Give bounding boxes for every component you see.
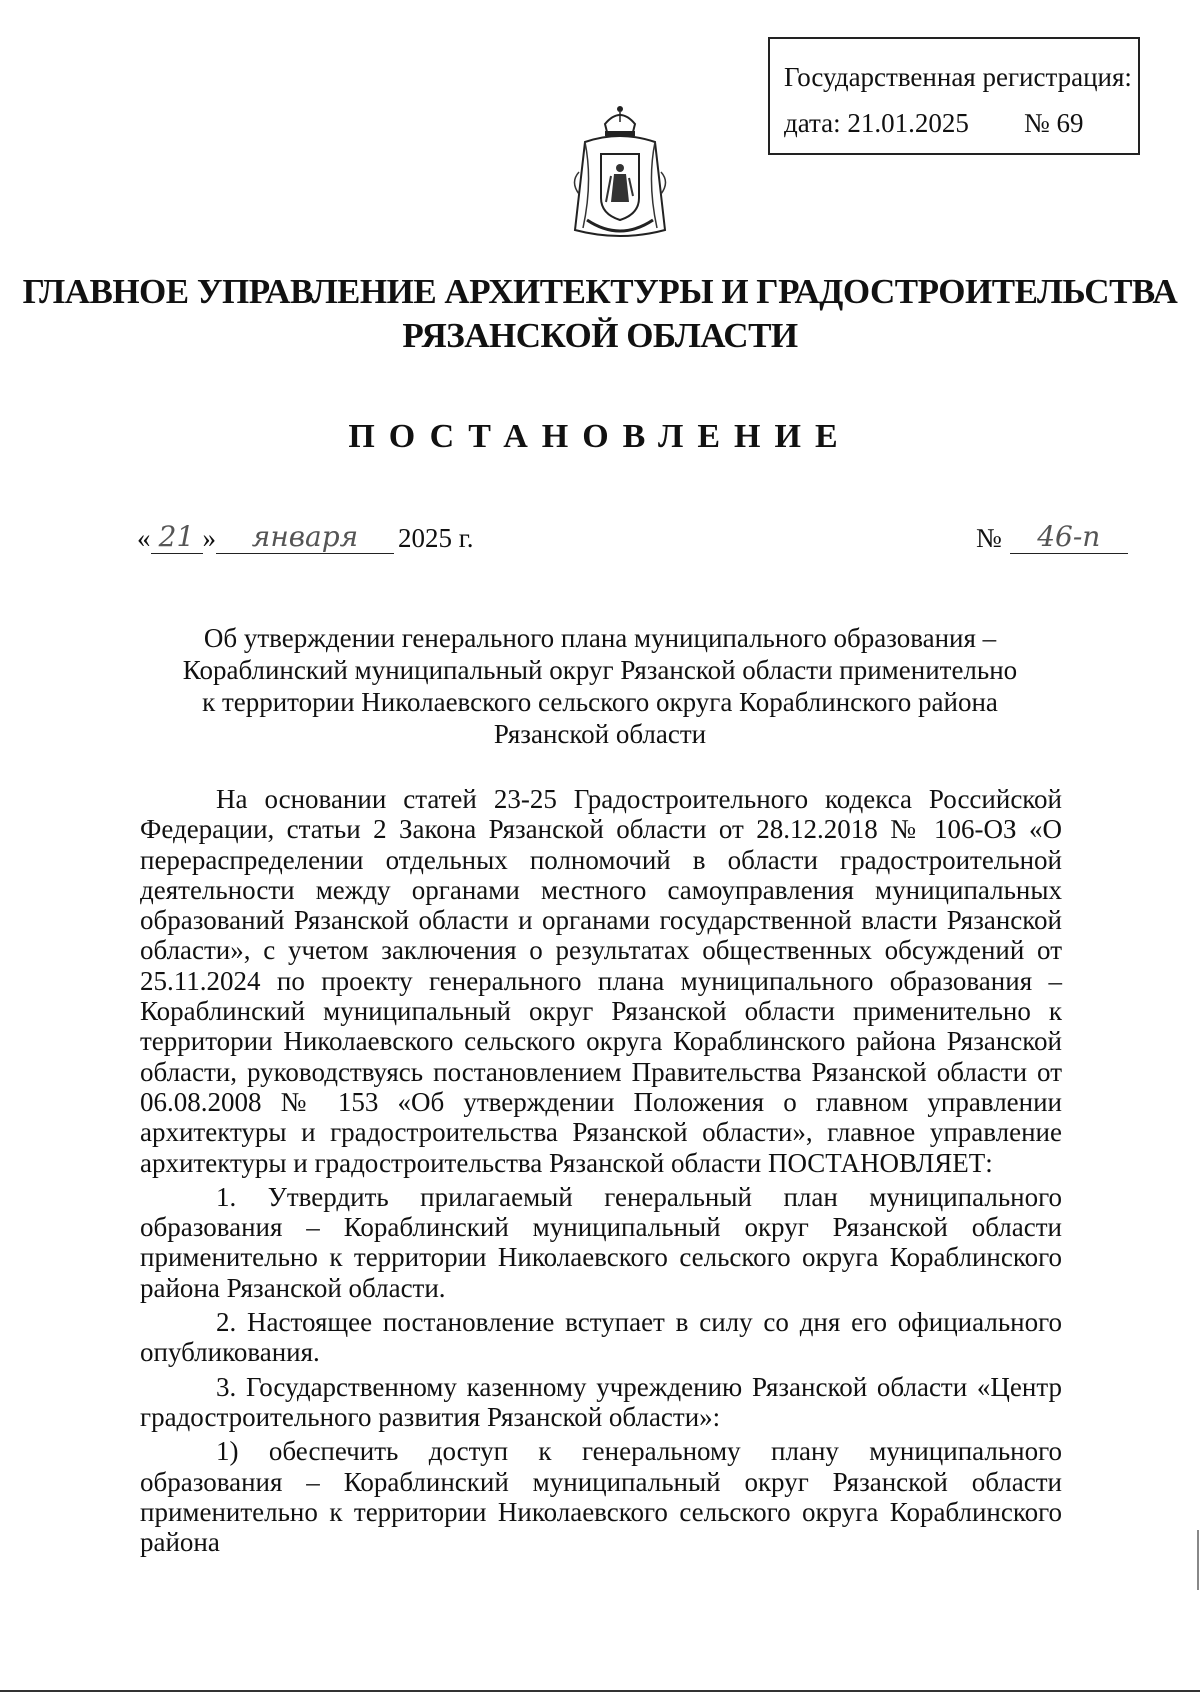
item-2-paragraph: 2. Настоящее постановление вступает в силу со дня его официального опубликования. bbox=[140, 1307, 1062, 1368]
document-type: ПОСТАНОВЛЕНИЕ bbox=[348, 418, 852, 455]
date-close-quote: » bbox=[202, 523, 216, 553]
issuing-authority bbox=[0, 270, 1200, 358]
item-3-1-paragraph: 1) обеспечить доступ к генеральному плану муниципального образования – Кораблинский муниципальный округ Рязанской области применительно к территории Николаевского сельского округа Кораблинского района bbox=[140, 1436, 1062, 1558]
subject-line-4: Рязанской области bbox=[493, 719, 707, 749]
number-handwritten: 46-п bbox=[1010, 520, 1128, 554]
subject-line-3: к территории Николаевского сельского округа Кораблинского района bbox=[202, 687, 998, 717]
document-body bbox=[140, 784, 1062, 1557]
authority-line-1: ГЛАВНОЕ УПРАВЛЕНИЕ АРХИТЕКТУРЫ И ГРАДОСТРОИТЕЛЬСТВА bbox=[22, 272, 1178, 311]
preamble-paragraph: На основании статей 23-25 Градостроительного кодекса Российской Федерации, статьи 2 Закона Рязанской области от 28.12.2018 № 106-ОЗ «О перераспределении отдельных полномочий в области градостроительной деятельности между органами местного самоуправления муниципальных образований Рязанской области и органами государственной власти Рязанской области», с учетом заключения о результатах общественных обсуждений от 25.11.2024 по проекту генерального плана муниципального образования – Кораблинский муниципальный округ Рязанской области применительно к территории Николаевского сельского округа Кораблинского района Рязанской области, руководствуясь постановлением Правительства Рязанской области от 06.08.2008 № 153 «Об утверждении Положения о главном управлении архитектуры и градостроительства Рязанской области», главное управление архитектуры и градостроительства Рязанской области ПОСТАНОВЛЯЕТ: bbox=[140, 784, 1062, 1178]
document-date bbox=[137, 520, 474, 554]
registration-stamp bbox=[768, 37, 1140, 155]
date-month-handwritten: января bbox=[216, 520, 394, 554]
item-1-paragraph: 1. Утвердить прилагаемый генеральный план муниципального образования – Кораблинский муниципальный округ Рязанской области применительно к территории Николаевского сельского округа Кораблинского района Рязанской области. bbox=[140, 1181, 1062, 1303]
document-number bbox=[976, 520, 1128, 554]
number-sign: № bbox=[976, 523, 1002, 553]
item-3-paragraph: 3. Государственному казенному учреждению Рязанской области «Центр градостроительного развития Рязанской области»: bbox=[140, 1371, 1062, 1432]
date-open-quote: « bbox=[137, 523, 151, 553]
date-day-handwritten: 21 bbox=[151, 520, 203, 554]
scan-edge-mark bbox=[1197, 1530, 1199, 1590]
registration-number: № 69 bbox=[1024, 108, 1084, 138]
subject-line-1: Об утверждении генерального плана муниципального образования – bbox=[203, 623, 997, 653]
page-bottom-rule bbox=[0, 1690, 1200, 1692]
registration-date: дата: 21.01.2025 bbox=[784, 108, 969, 138]
authority-line-2: РЯЗАНСКОЙ ОБЛАСТИ bbox=[402, 316, 798, 355]
registration-details bbox=[784, 103, 1138, 143]
subject-line-2: Кораблинский муниципальный округ Рязанской области применительно bbox=[182, 655, 1018, 685]
ryazan-coat-of-arms-icon bbox=[565, 102, 675, 247]
document-subject bbox=[140, 622, 1060, 750]
registration-title: Государственная регистрация: bbox=[784, 62, 1132, 92]
date-year: 2025 г. bbox=[398, 523, 474, 553]
